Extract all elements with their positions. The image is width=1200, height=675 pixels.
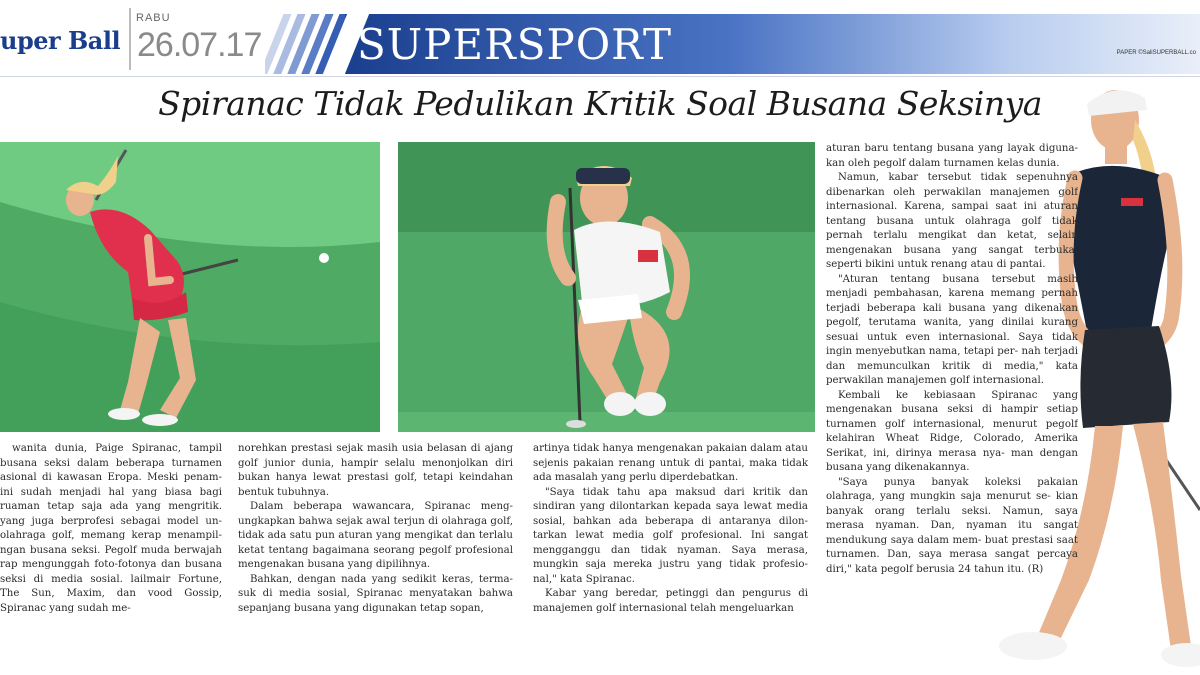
article-column-4 xyxy=(826,142,1078,675)
paragraph: "Saya punya banyak koleksi pakaian olahraga, yang mungkin saja menurut se- kian banyak orang terlalu seksi. Namun, saya merasa nyaman. Dan, nyaman itu sangat mendukung saya dalam mem- buat prestasi saat turnamen. Dan, saya merasa sangat percaya diri," kata pegolf berusia 24 tahun itu. (R) xyxy=(826,476,1078,575)
paragraph: Namun, kabar tersebut tidak sepenuhnya dibenarkan oleh perwakilan manajemen golf internasional. Karena, sampai saat ini aturan tentang busana untuk olahraga golf tidak pernah terlalu mengikat dan ketat, selain mengenakan busana yang sangat terbuka, seperti bikini untuk renang atau di pantai. xyxy=(826,172,1078,270)
header-rule xyxy=(0,76,1200,77)
paragraph: artinya tidak hanya mengenakan pakaian dalam atau sejenis pakaian renang untuk di pantai, maka tidak ada masalah yang perlu diperdebatkan. xyxy=(533,443,808,483)
paragraph: "Saya tidak tahu apa maksud dari kritik dan sindiran yang dilontarkan kepada saya lewat media sosial, bahkan ada beberapa di antaranya dilon- tarkan lewat media golf profesional. Ini sangat mengganggu dan tidak nyaman. Saya merasa, mungkin saja mereka justru yang tidak profesio- nal," kata Spiranac. xyxy=(533,486,808,585)
article-column-3 xyxy=(533,442,808,672)
paragraph: aturan baru tentang busana yang layak diguna- kan oleh pegolf dalam turnamen kelas dunia. xyxy=(826,143,1078,169)
paragraph: "Aturan tentang busana tersebut masih menjadi pembahasan, karena memang pernah terjadi beberapa kali busana yang dikenakan pegolf, terutama wanita, yang dinilai kurang sesuai untuk even internasional. Saya tidak ingin menyebutkan nama, tetapi per- nah terjadi dan memunculkan kritik di media," kata perwakilan manajemen golf internasional. xyxy=(826,273,1078,386)
headline: Spiranac Tidak Pedulikan Kritik Soal Busana Seksinya xyxy=(158,84,1042,123)
issue-date: 26.07.17 xyxy=(137,26,262,64)
page-credit: PAPER ©SaliSUPERBALL.co xyxy=(1116,50,1196,56)
paragraph: Kembali ke kebiasaan Spiranac yang mengenakan busana seksi di hampir setiap turnamen golf internasional, menurut pegolf kelahiran Wheat Ridge, Colorado, Amerika Serikat, ini, dirinya merasa nya- man dengan busana yang dikenakannya. xyxy=(826,389,1078,473)
date-divider xyxy=(129,8,131,70)
section-rubric: SUPERSPORT xyxy=(357,20,673,69)
paragraph: wanita dunia, Paige Spiranac, tampil busana seksi dalam beberapa turnamen asional di kawasan Eropa. Meski penam- ini sudah menjadi hal yang biasa bagi ruaman tetap saja ada yang mengritik. yang juga berprofesi sebagai model un- olahraga golf, memang kerap menampil- ngan busana seksi. Pegolf muda berwajah rap mengunggah foto-fotonya dan busana seksi di media sosial. lailmair Fortune, The Sun, Maxim, dan vood Gossip, Spiranac yang sudah me- xyxy=(0,443,222,614)
rubric-bar xyxy=(345,14,1200,74)
article-column-2 xyxy=(238,442,513,672)
paper-name: uper Ball xyxy=(0,26,121,55)
day-name: RABU xyxy=(136,12,171,24)
paragraph: Kabar yang beredar, petinggi dan pengurus di manajemen golf internasional telah mengeluarkan xyxy=(533,588,808,614)
photo-golfer-swing xyxy=(0,142,380,432)
photo-golfer-crouch xyxy=(398,142,815,432)
article-column-1 xyxy=(0,442,222,672)
date-block xyxy=(127,8,262,70)
masthead xyxy=(0,0,1200,76)
paragraph: norehkan prestasi sejak masih usia belasan di ajang golf junior dunia, hampir selalu menonjolkan diri bukan hanya lewat prestasi golf, tetapi keindahan bentuk tubuhnya. xyxy=(238,443,513,498)
paragraph: Dalam beberapa wawancara, Spiranac meng- ungkapkan bahwa sejak awal terjun di olahraga golf, tidak ada satu pun aturan yang mengikat dan terlalu ketat tentang bagaimana seorang pegolf profesional mengenakan busana yang dipilihnya. xyxy=(238,501,513,570)
paragraph: Bahkan, dengan nada yang sedikit keras, terma- suk di media sosial, Spiranac menyatakan bahwa sepanjang busana yang digunakan tetap sopan, xyxy=(238,573,513,614)
